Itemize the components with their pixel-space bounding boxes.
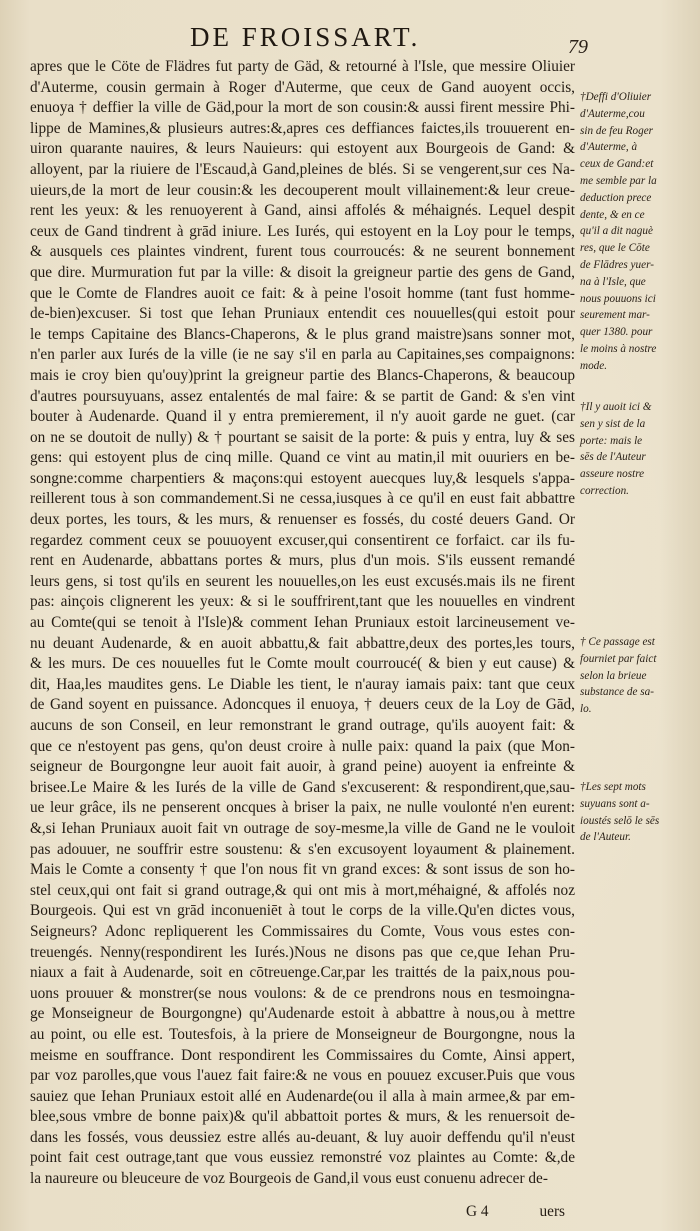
margin-note-line: dente, & en ce — [580, 208, 645, 221]
text-line: de Gand soyent en puissance. Adoncques il enuoya, † deuers ceux de la Loy de Gād, — [30, 696, 575, 714]
text-line: seigneur de Bourgongne leur auoit fait auoir, à grand peine) auoyent ia enfreinte & — [30, 758, 575, 776]
text-line: reillerent tous à son commandement.Si ne cessa,iusques à ce qu'il en eust fait abbattre — [30, 490, 575, 508]
text-line: apres que le Cöte de Flädres fut party de Gäd, & retourné à l'Isle, que messire Oliuier — [30, 58, 575, 75]
text-line: dit, Haa,les maudites gens. Le Diable les tient, le n'auray iamais paix: tant que ceux — [30, 675, 575, 693]
margin-note-line: quer 1380. pour — [580, 326, 653, 339]
text-line: ue leur grâce, ils ne penserent oncques à briser la paix, ne nulle voulonté n'en eurent: — [30, 799, 575, 817]
margin-note-line: mode. — [580, 359, 608, 372]
margin-note-line: †Deffi d'Oliuier — [580, 91, 652, 103]
margin-note-line: †Les sept mots — [580, 781, 646, 793]
margin-note-line: lo. — [580, 703, 592, 716]
margin-note-line: sēs de l'Auteur — [580, 451, 646, 464]
margin-note-line: de Flādres yuer- — [580, 258, 654, 271]
text-line: ge Monseigneur de Bourgongne) qu'Audenarde estoit à abbattre à nous,ou à mettre — [30, 1005, 575, 1023]
text-line: stel ceux,qui ont fait si grand outrage,& qui ont mis à mort,méhaigné, & affolés noz — [30, 881, 575, 899]
text-line: bouter à Audenarde. Quand il y entra premierement, il n'y auoit garde ne guet. (car — [30, 408, 575, 426]
margin-note-line: ceux de Gand:et — [580, 158, 654, 171]
text-line: d'autres poursuyuans, assez entalentés de mal faire: & se partit de Gand: & s'en vint — [30, 387, 575, 405]
page-footer — [30, 1203, 575, 1225]
text-line: & les murs. De ces nouuelles fut le Comte moult courroucé( & bien y eut cause) & — [30, 655, 575, 673]
margin-note-line: substance de sa- — [580, 686, 654, 699]
margin-note-line: na à l'Isle, que — [580, 275, 646, 288]
text-line: rent les yeux: & les renuoyerent à Gand, ainsi affolés & méhaignés. Lequel despit — [30, 202, 575, 220]
text-line: gens: qui estoyent plus de cinq mille. Quand ce vint au matin,il mit ouuriers en be- — [30, 449, 575, 467]
text-line: deux portes, les tours, & les murs, & renuenser es fossés, du costé deuers Gand. Or — [30, 511, 575, 529]
margin-note-line: d'Auterme,cou — [580, 107, 645, 120]
text-line: de-bien)excuser. Si tost que Iehan Pruniaux entendit ces nouuelles(qui estoit pour — [30, 305, 575, 323]
text-line: Bourgeois. Qui est vn grād inconueniēt à tout le corps de la ville.Qu'en dictes vous, — [30, 902, 575, 920]
margin-note-line: me semble par la — [580, 174, 657, 187]
catchword: uers — [539, 1203, 565, 1220]
margin-note-line: † Ce passage est — [580, 636, 655, 648]
margin-note — [580, 399, 692, 500]
margin-note-line: le moins à nostre — [580, 342, 657, 355]
margin-note-line: sen y sist de la — [580, 417, 646, 430]
text-line: rent en Audenarde, abbattans portes & murs, plus d'un mois. S'ils eussent remandé — [30, 552, 575, 570]
text-line: le temps Capitaine des Blancs-Chaperons, & le plus grand maistre)sans sonner mot, — [30, 325, 575, 343]
margin-note-line: correction. — [580, 484, 629, 497]
signature-mark: G 4 — [466, 1203, 489, 1220]
margin-note-line: res, que le Cōte — [580, 242, 650, 255]
text-line: pas adouuer, ne souffrir estre soustenu: & s'en excusoyent loyaument & plainement. — [30, 840, 575, 858]
text-line: pas: ainçois clignerent les yeux: & si le souffrirent,tant que les nouuelles en vindrent — [30, 593, 575, 611]
text-line: enuoya † deffier la ville de Gäd,pour la mort de son cousin:& aussi firent messire Phi- — [30, 99, 575, 117]
text-line: uons prouuer & monstrer(se nous voulons: & de ce prendrons nous en tesmoingna- — [30, 984, 575, 1002]
text-line: uieurs,de la mort de leur cousin:& les decouperent moult villainement:& leur creue- — [30, 181, 575, 199]
text-line: blee,sous vmbre de bonne paix)& qu'il abbattoit portes & murs, & les renuersoit de- — [30, 1108, 575, 1126]
text-line: meisme en souffrance. Dont respondirent les Commissaires du Comte, Ainsi appert, — [30, 1046, 575, 1064]
text-line: que dire. Murmuration fut par la ville: & disoit la greigneur partie des gens de Gand, — [30, 263, 575, 281]
text-line: &,si Iehan Pruniaux auoit fait vn outrage de soy-mesme,la ville de Gand ne le vouloit — [30, 819, 575, 837]
text-line: regardez comment ceux se pouuoyent excuser,qui consentirent ce forfaict. car ils fu- — [30, 531, 575, 549]
margin-note-line: deduction prece — [580, 191, 652, 204]
margin-note-line: suyuans sont a- — [580, 797, 650, 810]
margin-note-line: fourniet par faict — [580, 652, 657, 665]
margin-note-line: seurement mar- — [580, 309, 650, 322]
text-line: on ne se doutoit de nully) & † pourtant se saisit de la porte: & puis y entra, luy & ses — [30, 428, 575, 446]
margin-note-line: ioustés selō le sēs — [580, 814, 660, 827]
text-line: dans les fossés, vous deussiez estre allés au-deuant, & luy auoir deffendu qu'il n'eust — [30, 1128, 575, 1146]
text-line: que le Comte de Flandres auoit ce fait: & à peine l'osoit homme (tant fust homme- — [30, 284, 575, 302]
margin-note-line: sin de feu Roger — [580, 124, 654, 137]
running-title: DE FROISSART. — [190, 22, 421, 52]
text-line: n'en parler aux Iurés de la ville (ie ne say s'il en parla au Capitaines,ses compaignons: — [30, 346, 575, 364]
main-text-column — [30, 57, 575, 1190]
margin-note — [580, 89, 692, 375]
text-line: Mais le Comte a consenty † que l'on nous fit vn grand exces: & sont issus de son ho- — [30, 861, 575, 879]
margin-note-line: †Il y auoit ici & — [580, 401, 652, 413]
text-line: au Comte(qui se tenoit à l'Isle)& comment Iehan Pruniaux estoit larcineusement ve- — [30, 614, 575, 632]
margin-note-line: nous pouuons ici — [580, 292, 656, 305]
text-line: lippe de Mamines,& plusieurs autres:&,apres ces deffiances faictes,ils trouuerent en- — [30, 119, 575, 137]
text-line: treuengés. Nenny(respondirent les Iurés.)Nous ne disons pas que ce,que Iehan Pru- — [30, 943, 575, 961]
text-line: par voz parolles,que vous l'auez fait faire:& ne vous en pouuez excuser.Puis que vous — [30, 1067, 575, 1085]
page-header — [30, 22, 670, 56]
text-line: la naureure ou bleuceure de voz Bourgeois de Gand,il vous eust conuenu adrecer de- — [30, 1170, 548, 1188]
text-line: leurs gens, si tost qu'ils en seurent les nouuelles,on les eust excusés.mais ils ne firent — [30, 572, 575, 590]
margin-note-line: qu'il a dit naguè — [580, 225, 653, 238]
text-line: Seigneurs? Adonc repliquerent les Commissaires du Comte, Vous vous estes con- — [30, 922, 575, 940]
text-line: brisee.Le Maire & les Iurés de la ville de Gand s'excuserent: & respondirent,que,sau- — [30, 778, 575, 796]
text-line: niaux a fait à Audenarde, soit en cōtreuenge.Car,par les traittés de la paix,nous pou- — [30, 964, 575, 982]
margin-note-line: asseure nostre — [580, 468, 645, 481]
margin-note-line: d'Auterme, à — [580, 141, 638, 154]
text-line: & ausquels ces plaintes vindrent, furent tous courroucés: & ne seurent bonnement — [30, 243, 575, 261]
text-line: au point, ou elle est. Toutesfois, à la priere de Monseigneur de Bourgongne, nous la — [30, 1025, 575, 1043]
text-line: mais ie croy bien qu'ouy)print la greigneur partie des Blancs-Chaperons, & beaucoup — [30, 366, 575, 384]
text-line: que ce n'estoyent pas gens, qu'on deust croire à nulle paix: quand la paix (que Mon- — [30, 737, 575, 755]
text-line: songne:comme charpentiers & maçons:qui estoyent auecques luy,& lesquels s'appa- — [30, 469, 575, 487]
margin-note-line: selon la brieue — [580, 669, 647, 682]
page-number: 79 — [568, 36, 588, 58]
text-line: aucuns de son Conseil, en leur remonstrant le grand outrage, qu'ils auoyent fait: & — [30, 717, 575, 734]
text-line: alloyent, par la riuiere de l'Escaud,à Gand,pleines de blés. Si se vengerent,sur ces Na- — [30, 160, 575, 178]
text-line: uiron quarante nauires, & leurs Nauieurs: qui estoyent aux Bourgeois de Gand: & — [30, 140, 575, 158]
text-line: ceux de Gand tindrent à grād iniure. Les Iurés, qui estoyent en la Loy pour le temps, — [30, 222, 575, 240]
margin-note-line: porte: mais le — [580, 434, 643, 447]
margin-note — [580, 779, 692, 846]
margin-note-line: de l'Auteur. — [580, 831, 631, 844]
margin-note — [580, 634, 692, 718]
text-line: d'Auterme, cousin germain à Roger d'Auterme, que ceux de Gand auoyent occis, — [30, 78, 575, 96]
text-line: nu deuant Audenarde, & en auoit abbattu,& fait abbattre,deux des portes,les tours, — [30, 634, 575, 652]
text-line: point fait cest outrage,tant que vous eussiez remonstré voz plaintes au Comte: &,de — [30, 1149, 575, 1167]
text-line: sauiez que Iehan Pruniaux estoit allé en Audenarde(ou il alla à main armee,& par em- — [30, 1087, 575, 1105]
